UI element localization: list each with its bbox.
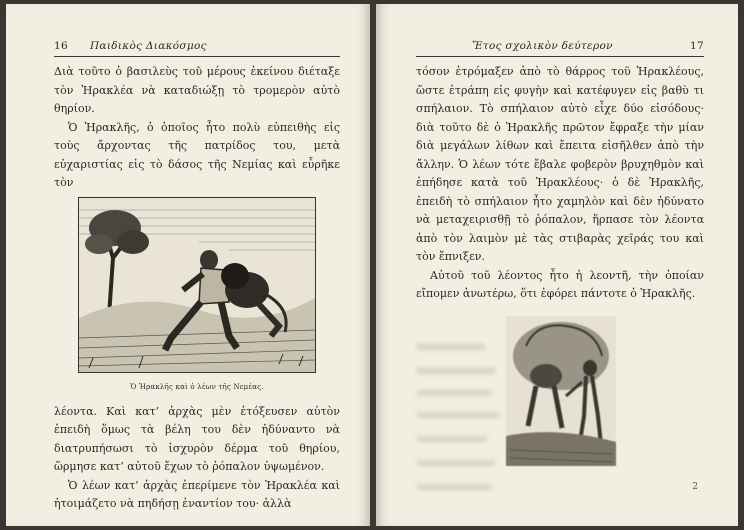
left-page xyxy=(6,4,370,526)
blurred-line xyxy=(416,390,492,396)
blurred-line xyxy=(416,368,496,374)
left-running-title: Παιδικὸς Διακόσμος xyxy=(89,40,207,52)
blurred-line xyxy=(416,344,486,350)
blurred-line xyxy=(416,484,492,490)
left-page-number: 16 xyxy=(54,40,68,52)
left-paragraph-2: Ὁ Ἡρακλῆς, ὁ ὁποῖος ἦτο πολὺ εὐπειθὴς εἰς τοὺς ἄρχοντας τῆς πατρίδος του, μετὰ εὐχαριστίας εἰς τὸ δάσος τῆς Νεμίας καὶ εὗρῆκε τὸν xyxy=(54,120,340,189)
right-page-number: 17 xyxy=(690,40,704,52)
engraving-plate xyxy=(506,316,616,466)
right-running-head xyxy=(416,40,704,57)
right-running-title: Ἔτος σχολικὸν δεύτερον xyxy=(472,40,613,52)
right-paragraph-2: Αὐτοῦ τοῦ λέοντος ἦτο ἡ λεοντῆ, τὴν ὁποίαν εἴπομεν ἀνωτέρω, ὅτι ἐφόρει πάντοτε ὁ Ἡρακλῆς. xyxy=(416,268,704,300)
blurred-line xyxy=(416,460,496,466)
blurred-line xyxy=(416,412,500,418)
woodcut-figure xyxy=(54,197,340,391)
left-paragraph-3: λέοντα. Καὶ κατ’ ἀρχὰς μὲν ἐτόξευσεν αὐτὸν ἐπειδὴ ὅμως τὰ βέλη του δὲν ἠδύναντο νὰ διατρυπήσωσι τὸ ἰσχυρὸν δέρμα τοῦ θηρίου, ὥρμησε κατ’ αὐτοῦ ἔχων τὸ ῥόπαλον ὑψωμένον. xyxy=(54,404,340,473)
left-running-head xyxy=(54,40,340,57)
heracles-lion-woodcut xyxy=(78,197,316,373)
figure-caption: Ὁ Ἡρακλῆς καὶ ὁ λέων τῆς Νεμέας. xyxy=(130,382,264,391)
right-page xyxy=(376,4,738,526)
left-paragraph-4: Ὁ λέων κατ’ ἀρχὰς ἐπερίμενε τὸν Ἡρακλέα καὶ ἡτοιμάζετο νὰ πηδήσῃ ἐναντίον του· ἀλλὰ xyxy=(54,478,340,510)
right-paragraph-1: τόσον ἐτρόμαξεν ἀπὸ τὸ θάρρος τοῦ Ἡρακλέους, ὥστε ἐτράπη εἰς φυγὴν καὶ κατέφυγεν εἰς βαθὺ τι σπήλαιον. Τὸ σπήλαιον αὐτὸ εἶχε δύο εἰσόδους· διὰ τοῦτο δὲ ὁ Ἡρακλῆς πρῶτον ἔφραξε τὴν μίαν διὰ μεγάλων λίθων καὶ ἔπειτα εἰσῆλθεν ἀπὸ τὴν ἄλλην. Ὁ λέων τότε ἔβαλε φοβερὸν βρυχηθμὸν καὶ ἐπήδησε κατὰ τοῦ Ἡρακλέους· ὁ δὲ Ἡρακλῆς, ἐπειδὴ τὸ σπήλαιον ἦτο χαμηλὸν καὶ δὲν ἠδύνατο νὰ μεταχειρισθῇ τὸ ῥόπαλον, ἥρπασε τὸν λέοντα ἀπὸ τὸν λαιμὸν μὲ τὰς στιβαρὰς χεῖράς του καὶ τὸν ἔπνιξεν. xyxy=(416,65,704,263)
left-paragraph-1: Διὰ τοῦτο ὁ βασιλεὺς τοῦ μέρους ἐκείνου διέταξε τὸν Ἡρακλέα νὰ καταδιώξῃ τὸ τρομερὸν αὐτὸ θηρίον. xyxy=(54,65,340,115)
blurred-line xyxy=(416,436,488,442)
folio-mark: 2 xyxy=(692,482,698,492)
